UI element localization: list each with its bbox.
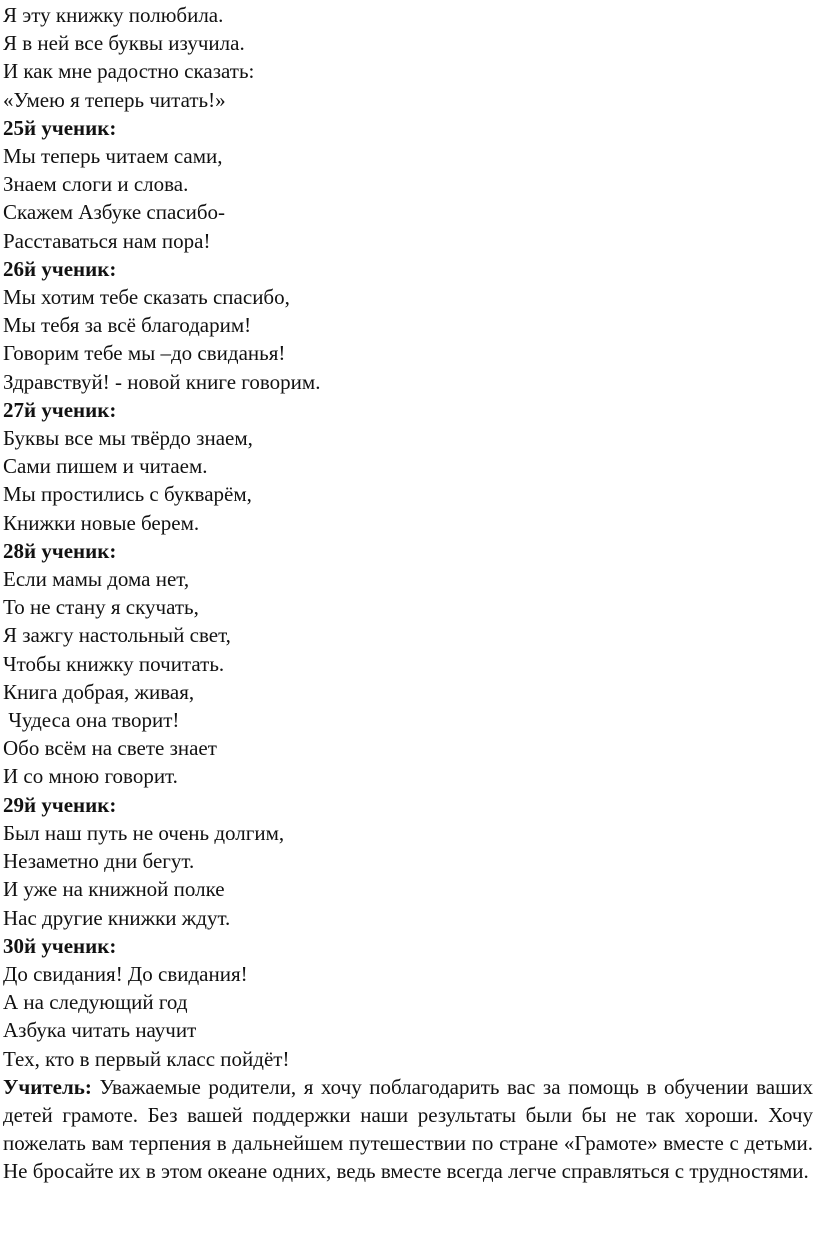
verse-line: То не стану я скучать, [3,595,199,620]
verse-line: «Умею я теперь читать!» [3,87,226,112]
verse-line: Мы простились с букварём, [3,482,252,507]
speaker-label: 26й ученик: [3,256,117,281]
verse-line: Сами пишем и читаем. [3,454,208,479]
speaker-label: 25й ученик: [3,115,117,140]
verse-line: Книжки новые берем. [3,510,200,535]
verse-line: Я в ней все буквы изучила. [3,31,245,56]
speaker-label: 28й ученик: [3,538,117,563]
verse-line: Мы хотим тебе сказать спасибо, [3,285,290,310]
student-stanza [3,932,813,1073]
verse-line: Тех, кто в первый класс пойдёт! [3,1046,290,1071]
verse-line: И как мне радостно сказать: [3,59,255,84]
student-stanza [3,791,813,932]
verse-line: Обо всём на свете знает [3,736,217,761]
student-stanza [3,396,813,537]
verse-line: А на следующий год [3,990,188,1015]
teacher-text: Уважаемые родители, я хочу поблагодарить вас за помощь в обучении ваших детей грамоте. Без вашей поддержки наши результаты были бы не так хороши. Хочу пожелать вам терпения в дальнейшем путешествии по стране «Грамоте» вместе с детьми. Не бросайте их в этом океане одних, ведь вместе всегда легче справляться с трудностями. [3,1074,813,1184]
student-stanza [3,255,813,396]
document-page [3,0,813,1186]
verse-line: Чудеса она творит! [3,708,180,733]
verse-line: Если мамы дома нет, [3,567,190,592]
verse-line: Книга добрая, живая, [3,679,195,704]
verse-line: Я эту книжку полюбила. [3,3,224,27]
verse-line: Я зажгу настольный свет, [3,623,231,648]
verse-line: И уже на книжной полке [3,877,225,902]
student-stanza [3,537,813,791]
student-verses [3,114,813,1073]
verse-line: Расставаться нам пора! [3,228,211,253]
verse-line: И со мною говорит. [3,764,178,789]
verse-line: Был наш путь не очень долгим, [3,820,285,845]
student-stanza [3,114,813,255]
verse-line: Скажем Азбуке спасибо- [3,200,226,225]
speaker-label: 30й ученик: [3,933,117,958]
verse-line: Знаем слоги и слова. [3,172,189,197]
intro-verse [3,1,813,114]
speaker-label: 27й ученик: [3,397,117,422]
verse-line: Мы тебя за всё благодарим! [3,313,252,338]
verse-line: Буквы все мы твёрдо знаем, [3,426,253,451]
verse-line: Чтобы книжку почитать. [3,651,225,676]
speaker-label: 29й ученик: [3,792,117,817]
verse-line: Нас другие книжки ждут. [3,905,231,930]
verse-line: До свидания! До свидания! [3,961,248,986]
verse-line: Говорим тебе мы –до свиданья! [3,341,286,366]
verse-line: Мы теперь читаем сами, [3,144,223,169]
verse-line: Здравствуй! - новой книге говорим. [3,369,321,394]
verse-line: Азбука читать научит [3,1018,197,1043]
teacher-label: Учитель: [3,1074,92,1099]
teacher-paragraph [3,1073,813,1186]
verse-line: Незаметно дни бегут. [3,849,195,874]
